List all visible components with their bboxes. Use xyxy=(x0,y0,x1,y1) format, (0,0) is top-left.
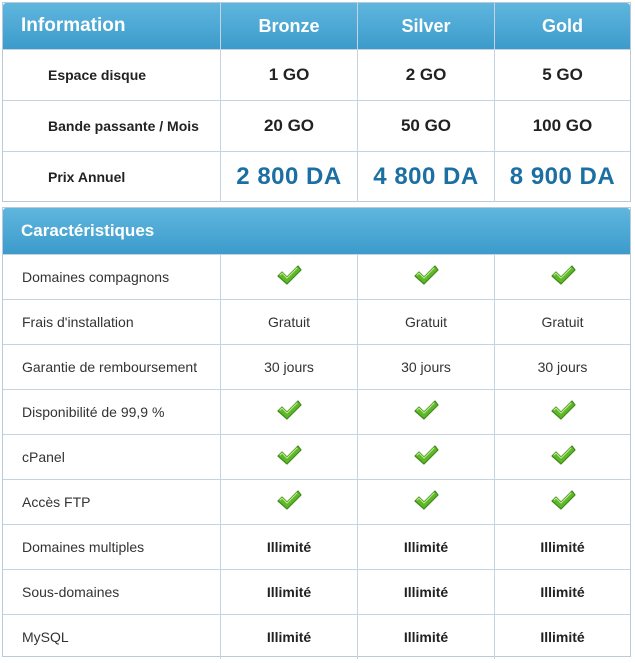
feature-label: Disponibilité de 99,9 % xyxy=(22,404,165,420)
row-label: Espace disque xyxy=(48,67,147,83)
bronze-feature-value: Illimité xyxy=(220,525,357,569)
silver-value: 50 GO xyxy=(357,101,494,151)
feature-label: Domaines multiples xyxy=(22,539,145,555)
feature-row xyxy=(3,614,630,659)
bronze-value: 20 GO xyxy=(220,101,357,151)
bronze-feature-value: Illimité xyxy=(220,570,357,614)
pricing-table xyxy=(2,2,631,202)
feature-rows xyxy=(3,254,630,659)
green-check-icon xyxy=(413,264,439,291)
feature-label: Frais d'installation xyxy=(22,314,134,330)
green-check-icon xyxy=(413,399,439,426)
bronze-feature-value: Gratuit xyxy=(220,300,357,344)
silver-feature-value: Illimité xyxy=(357,570,494,614)
row-label: Prix Annuel xyxy=(48,169,126,185)
feature-row xyxy=(3,569,630,614)
feature-label: Garantie de remboursement xyxy=(22,359,198,375)
feature-label: Domaines compagnons xyxy=(22,269,170,285)
gold-price: 8 900 DA xyxy=(494,152,630,202)
plan-silver-header: Silver xyxy=(357,3,494,49)
plan-gold-header: Gold xyxy=(494,3,630,49)
green-check-icon xyxy=(276,444,302,471)
silver-check-cell xyxy=(357,480,494,524)
gold-check-cell xyxy=(494,435,630,479)
row-disk-space xyxy=(3,49,630,100)
bronze-feature-value: 30 jours xyxy=(220,345,357,389)
feature-label: MySQL xyxy=(22,629,69,645)
bronze-value: 1 GO xyxy=(220,50,357,100)
gold-feature-value: Illimité xyxy=(494,615,630,659)
green-check-icon xyxy=(413,444,439,471)
green-check-icon xyxy=(550,399,576,426)
green-check-icon xyxy=(550,264,576,291)
gold-feature-value: 30 jours xyxy=(494,345,630,389)
gold-check-cell xyxy=(494,255,630,299)
pricing-header xyxy=(3,3,630,49)
gold-check-cell xyxy=(494,480,630,524)
row-annual-price xyxy=(3,151,630,202)
silver-feature-value: Gratuit xyxy=(357,300,494,344)
header-label: Information xyxy=(21,15,126,36)
silver-value: 2 GO xyxy=(357,50,494,100)
bronze-check-cell xyxy=(220,255,357,299)
green-check-icon xyxy=(550,489,576,516)
feature-label: cPanel xyxy=(22,449,65,465)
silver-feature-value: Illimité xyxy=(357,615,494,659)
plan-bronze-header: Bronze xyxy=(220,3,357,49)
gold-feature-value: Gratuit xyxy=(494,300,630,344)
bronze-price: 2 800 DA xyxy=(220,152,357,202)
gold-value: 5 GO xyxy=(494,50,630,100)
bronze-check-cell xyxy=(220,390,357,434)
green-check-icon xyxy=(550,444,576,471)
silver-check-cell xyxy=(357,435,494,479)
bronze-feature-value: Illimité xyxy=(220,615,357,659)
silver-check-cell xyxy=(357,255,494,299)
gold-check-cell xyxy=(494,390,630,434)
feature-row xyxy=(3,344,630,389)
silver-price: 4 800 DA xyxy=(357,152,494,202)
bronze-check-cell xyxy=(220,480,357,524)
gold-feature-value: Illimité xyxy=(494,570,630,614)
features-header xyxy=(3,208,630,254)
green-check-icon xyxy=(276,264,302,291)
features-title: Caractéristiques xyxy=(21,221,155,240)
green-check-icon xyxy=(276,399,302,426)
silver-feature-value: Illimité xyxy=(357,525,494,569)
row-bandwidth xyxy=(3,100,630,151)
green-check-icon xyxy=(276,489,302,516)
feature-row xyxy=(3,479,630,524)
feature-row xyxy=(3,389,630,434)
feature-row xyxy=(3,299,630,344)
green-check-icon xyxy=(413,489,439,516)
features-table xyxy=(2,207,631,657)
gold-value: 100 GO xyxy=(494,101,630,151)
feature-label: Accès FTP xyxy=(22,494,91,510)
gold-feature-value: Illimité xyxy=(494,525,630,569)
feature-row xyxy=(3,434,630,479)
silver-check-cell xyxy=(357,390,494,434)
feature-label: Sous-domaines xyxy=(22,584,120,600)
silver-feature-value: 30 jours xyxy=(357,345,494,389)
row-label: Bande passante / Mois xyxy=(48,118,199,134)
feature-row xyxy=(3,524,630,569)
bronze-check-cell xyxy=(220,435,357,479)
feature-row xyxy=(3,254,630,299)
